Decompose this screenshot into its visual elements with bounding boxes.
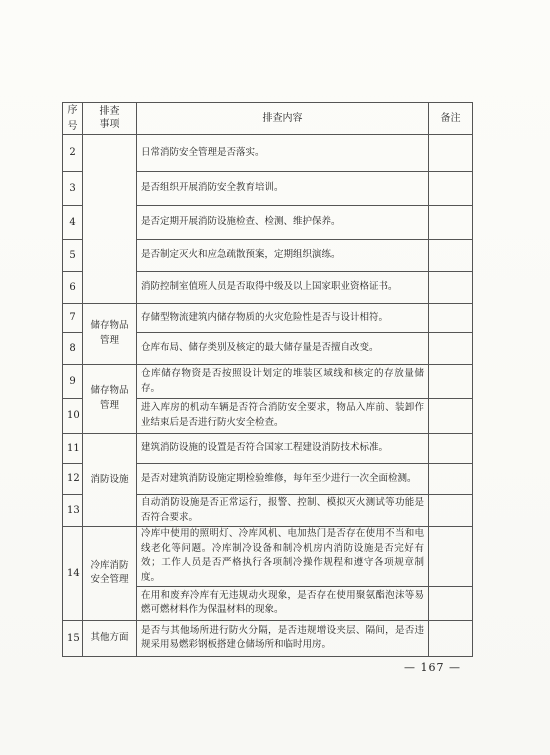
row-content: 日常消防安全管理是否落实。 (137, 135, 429, 172)
row-content: 自动消防设施是否正常运行，报警、控制、模拟灭火测试等功能是否符合要求。 (137, 495, 429, 527)
row-num: 10 (63, 399, 83, 434)
inspection-checklist-table (62, 102, 473, 657)
row-note (429, 206, 473, 240)
row-note (429, 434, 473, 464)
row-num: 5 (63, 240, 83, 272)
row-content: 进入库房的机动车辆是否符合消防安全要求，物品入库前、装卸作业结束后是否进行防火安全检查。 (137, 399, 429, 434)
row-item: 消防设施 (83, 434, 137, 527)
row-num: 4 (63, 206, 83, 240)
table-row (63, 135, 473, 172)
row-num: 2 (63, 135, 83, 172)
table-row (63, 620, 473, 656)
row-num: 6 (63, 272, 83, 304)
row-note (429, 464, 473, 495)
row-content: 仓库储存物资是否按照设计划定的堆装区域线和核定的存放量储存。 (137, 365, 429, 399)
header-item: 排查 事项 (83, 103, 137, 135)
row-item: 储存物品管理 (83, 304, 137, 365)
row-item: 其他方面 (83, 620, 137, 656)
table-row (63, 304, 473, 333)
row-content: 存储型物流建筑内储存物质的火灾危险性是否与设计相符。 (137, 304, 429, 333)
row-content: 是否与其他场所进行防火分隔，是否违规增设夹层、隔间，是否违规采用易燃彩钢板搭建仓储场所和临时用房。 (137, 620, 429, 656)
row-note (429, 240, 473, 272)
row-num: 3 (63, 172, 83, 206)
row-content: 冷库中使用的照明灯、冷库风机、电加热门是否存在使用不当和电线老化等问题。冷库制冷设备和制冷机房内消防设施是否完好有效；工作人员是否严格执行各项制冷操作规程和遵守各项规章制度。 (137, 527, 429, 587)
row-content: 是否对建筑消防设施定期检验维修，每年至少进行一次全面检测。 (137, 464, 429, 495)
header-note: 备注 (429, 103, 473, 135)
row-note (429, 495, 473, 527)
table-row (63, 365, 473, 399)
row-num: 12 (63, 464, 83, 495)
row-num: 8 (63, 333, 83, 365)
row-content: 是否制定灭火和应急疏散预案，定期组织演练。 (137, 240, 429, 272)
row-note (429, 365, 473, 399)
row-num: 14 (63, 527, 83, 621)
row-note (429, 172, 473, 206)
row-content: 仓库布局、储存类别及核定的最大储存量是否擅自改变。 (137, 333, 429, 365)
header-content: 排查内容 (137, 103, 429, 135)
row-content: 在用和废弃冷库有无违规动火现象，是否存在使用聚氨酯泡沫等易燃可燃材料作为保温材料的现象。 (137, 586, 429, 620)
row-num: 13 (63, 495, 83, 527)
row-note (429, 620, 473, 656)
row-content: 建筑消防设施的设置是否符合国家工程建设消防技术标准。 (137, 434, 429, 464)
row-num: 15 (63, 620, 83, 656)
row-content: 是否定期开展消防设施检查、检测、维护保养。 (137, 206, 429, 240)
row-note (429, 586, 473, 620)
row-num: 7 (63, 304, 83, 333)
row-item: 储存物品管理 (83, 365, 137, 434)
row-note (429, 272, 473, 304)
row-content: 是否组织开展消防安全教育培训。 (137, 172, 429, 206)
table-header-row (63, 103, 473, 135)
row-note (429, 527, 473, 587)
table-row (63, 434, 473, 464)
row-item: 冷库消防安全管理 (83, 527, 137, 621)
table-row (63, 527, 473, 587)
row-item (83, 135, 137, 304)
row-note (429, 333, 473, 365)
row-note (429, 135, 473, 172)
row-num: 9 (63, 365, 83, 399)
row-note (429, 399, 473, 434)
row-num: 11 (63, 434, 83, 464)
row-note (429, 304, 473, 333)
page-number: — 167 — (404, 661, 461, 674)
header-num: 序号 (63, 103, 83, 135)
row-content: 消防控制室值班人员是否取得中级及以上国家职业资格证书。 (137, 272, 429, 304)
